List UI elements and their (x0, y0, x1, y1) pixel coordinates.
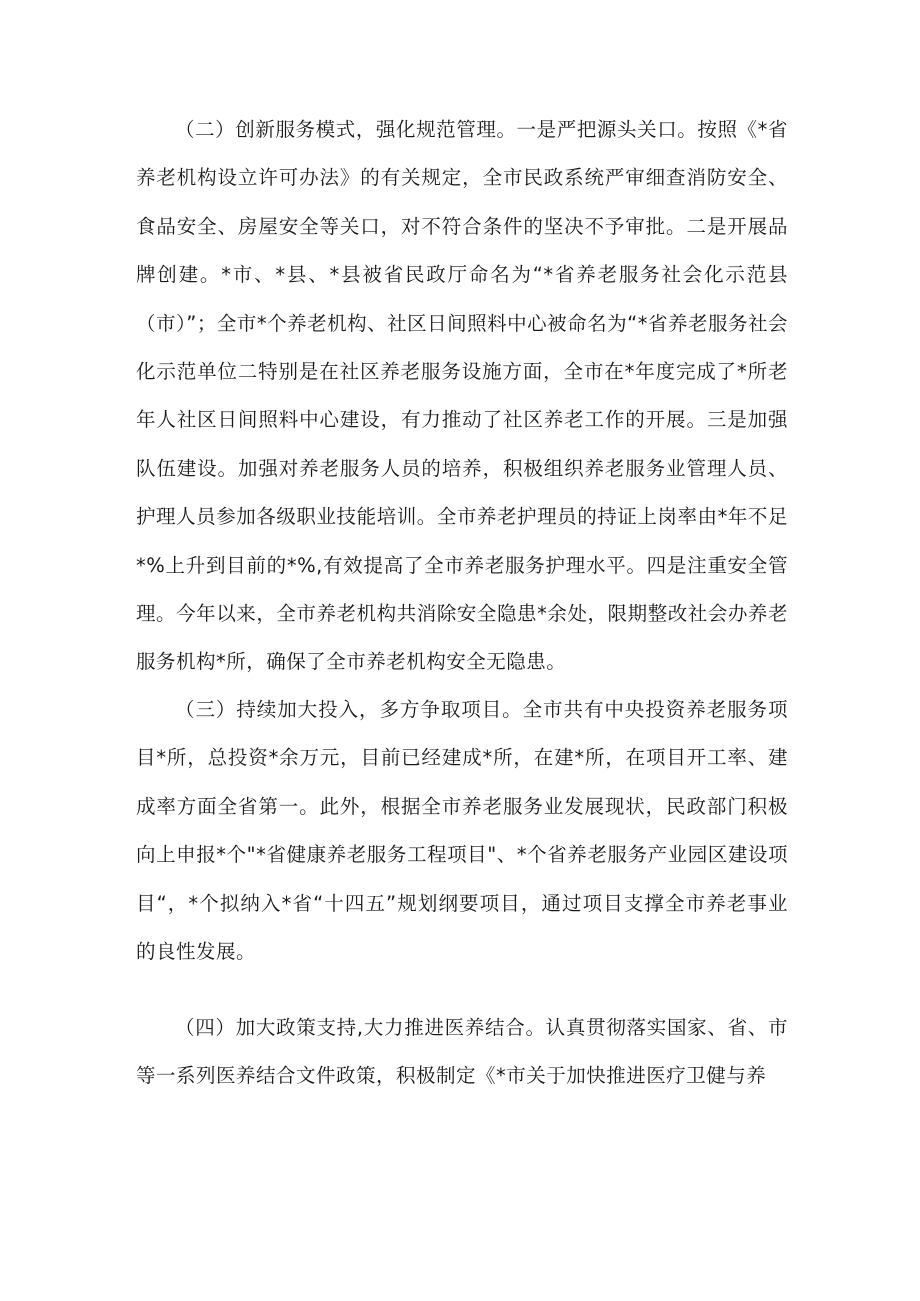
paragraph-innovate-service-model: （二）创新服务模式，强化规范管理。一是严把源头关口。按照《*省养老机构设立许可办法》的有关规定，全市民政系统严审细查消防安全、食品安全、房屋安全等关口，对不符合条件的坚决不予审批。二是开展品牌创建。*市、*县、*县被省民政厅命名为“*省养老服务社会化示范县（市）”；全市*个养老机构、社区日间照料中心被命名为“*省养老服务社会化示范单位二特别是在社区养老服务设施方面，全市在*年度完成了*所老年人社区日间照料中心建设，有力推动了社区养老工作的开展。三是加强队伍建设。加强对养老服务人员的培养，积极组织养老服务业管理人员、护理人员参加各级职业技能培训。全市养老护理员的持证上岗率由*年不足*%上升到目前的*%,有效提高了全市养老服务护理水平。四是注重安全管理。今年以来，全市养老机构共消除安全隐患*余处，限期整改社会办养老服务机构*所，确保了全市养老机构安全无隐患。 (136, 118, 788, 674)
paragraph-increase-investment: （三）持续加大投入，多方争取项目。全市共有中央投资养老服务项目*所，总投资*余万元，目前已经建成*所，在建*所，在项目开工率、建成率方面全省第一。此外，根据全市养老服务业发展现状，民政部门积极向上申报*个"*省健康养老服务工程项目"、*个省养老服务产业园区建设项目“，*个拟纳入*省“十四五”规划纲要项目，通过项目支撑全市养老事业的良性发展。 (136, 698, 788, 964)
paragraph-policy-support: （四）加大政策支持,大力推进医养结合。认真贯彻落实国家、省、市等一系列医养结合文件政策，积极制定《*市关于加快推进医疗卫健与养 (136, 1016, 788, 1088)
